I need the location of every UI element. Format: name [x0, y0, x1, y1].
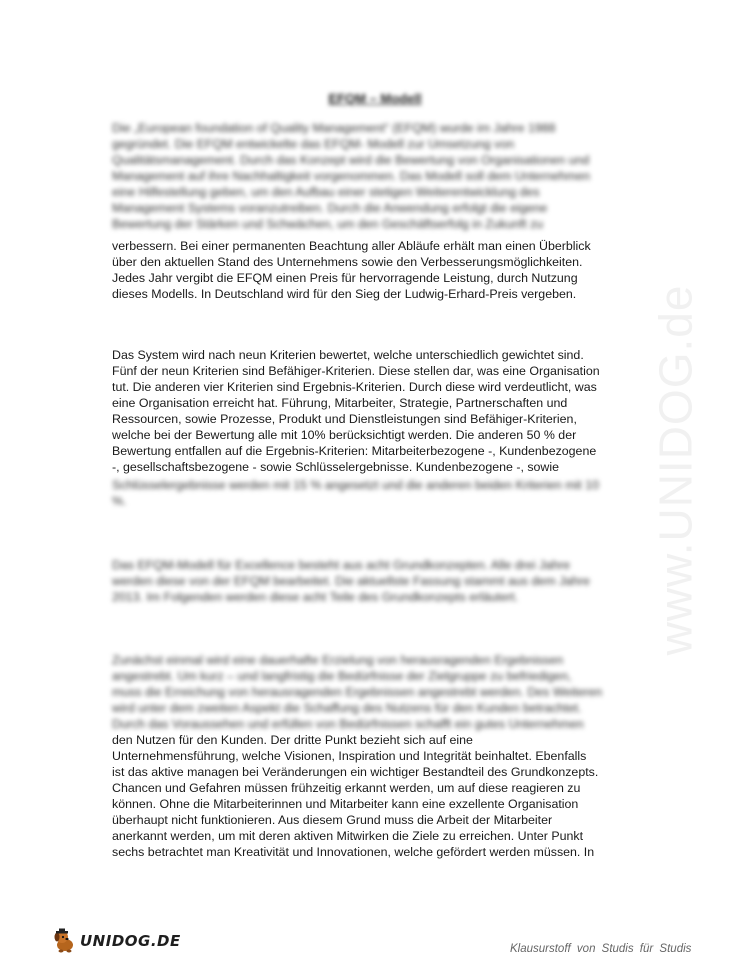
text-line: können. Ohne die Mitarbeiterinnen und Mitarbeiter kann eine exzellente Organisation	[112, 797, 579, 811]
text-line: Unternehmensführung, welche Visionen, Inspiration und Integrität beinhaltet. Ebenfalls	[112, 749, 587, 763]
watermark-text: www.UNIDOG.de	[649, 284, 702, 656]
document-title: EFQM – Modell	[328, 91, 422, 106]
text-line: Ressourcen, sowie Prozesse, Produkt und Dienstleistungen sind Befähiger-Kriterien,	[112, 412, 577, 426]
paragraph-4	[112, 732, 640, 860]
text-line: Das System wird nach neun Kriterien bewertet, welche unterschiedlich gewichtet sind.	[112, 348, 584, 362]
paragraph-1-blurred	[112, 120, 640, 232]
text-line: Zunächst einmal wird eine dauerhafte Erzielung von herausragenden Ergebnissen	[112, 653, 564, 667]
text-line: Chancen und Gefahren müssen frühzeitig erkannt werden, um auf diese reagieren zu	[112, 781, 581, 795]
text-line: dieses Modells. In Deutschland wird für den Sieg der Ludwig-Erhard-Preis vergeben.	[112, 287, 577, 301]
text-line: wird unter dem zweiten Aspekt die Schaffung des Nutzens für den Kunden betrachtet.	[112, 701, 582, 715]
paragraph-4-blurred	[112, 652, 640, 732]
text-line: verbessern. Bei einer permanenten Beachtung aller Abläufe erhält man einen Überblick	[112, 239, 591, 253]
text-line: Management Systems voranzutreiben. Durch die Anwendung erfolgt die eigene	[112, 201, 548, 215]
text-line: werden diese von der EFQM bearbeitet. Die aktuellste Fassung stammt aus dem Jahre	[112, 574, 590, 588]
text-line: muss die Erreichung von herausragenden Ergebnissen angestrebt werden. Des Weiteren	[112, 685, 603, 699]
unidog-logo	[52, 928, 181, 954]
text-line: Bewertung entfallen auf die Ergebnis-Kriterien: Mitarbeiterbezogene -, Kundenbezogene	[112, 444, 597, 458]
text-line: tut. Die anderen vier Kriterien sind Ergebnis-Kriterien. Durch diese wird verdeutlicht, was	[112, 380, 597, 394]
footer-tagline: Klausurstoff von Studis für Studis	[510, 943, 692, 955]
dog-icon	[52, 928, 78, 954]
text-line: Die „European foundation of Quality Management“ (EFQM) wurde im Jahre 1988	[112, 121, 556, 135]
text-line: eine Organisation erreicht hat. Führung, Mitarbeiter, Strategie, Partnerschaften und	[112, 396, 568, 410]
text-line: Jedes Jahr vergibt die EFQM einen Preis für hervorragende Leistung, durch Nutzung	[112, 271, 578, 285]
text-line: den Nutzen für den Kunden. Der dritte Punkt bezieht sich auf eine	[112, 733, 473, 747]
paragraph-2-tail-blurred	[112, 477, 640, 509]
text-line: welche bei der Bewertung alle mit 10% berücksichtigt werden. Die anderen 50 % der	[112, 428, 577, 442]
text-line: %.	[112, 494, 127, 508]
text-line: ist das aktive managen bei Veränderungen ein wichtiger Bestandteil des Grundkonzepts.	[112, 765, 599, 779]
text-line: Qualitätsmanagement. Durch das Konzept wird die Bewertung von Organisationen und	[112, 153, 590, 167]
text-line: Management auf ihre Nachhaltigkeit vorgenommen. Das Modell soll dem Unternehmen	[112, 169, 590, 183]
logo-text: UNIDOG.DE	[80, 932, 181, 950]
text-line: Schlüsselergebnisse werden mit 15 % angesetzt und die anderen beiden Kriterien mit 10	[112, 478, 599, 492]
watermark	[645, 250, 705, 690]
paragraph-2	[112, 347, 640, 475]
text-line: 2013. Im Folgenden werden diese acht Teile des Grundkonzepts erläutert.	[112, 590, 519, 604]
text-line: Fünf der neun Kriterien sind Befähiger-Kriterien. Diese stellen dar, was eine Organisation	[112, 364, 600, 378]
paragraph-3-blurred	[112, 557, 640, 605]
text-line: anerkannt werden, um mit deren aktiven Mitwirken die Ziele zu erreichen. Unter Punkt	[112, 829, 584, 843]
paragraph-1	[112, 238, 640, 302]
text-line: überhaupt nicht funktionieren. Aus diesem Grund muss die Arbeit der Mitarbeiter	[112, 813, 553, 827]
text-line: Das EFQM-Modell für Excellence besteht aus acht Grundkonzepten. Alle drei Jahre	[112, 558, 570, 572]
text-line: angestrebt. Um kurz – und langfristig die Bedürfnisse der Zielgruppe zu befriedigen,	[112, 669, 572, 683]
text-line: sechs betrachtet man Kreativität und Innovationen, welche gefördert werden müssen. In	[112, 845, 595, 859]
text-line: über den aktuellen Stand des Unternehmens sowie den Verbesserungsmöglichkeiten.	[112, 255, 583, 269]
text-line: -, gesellschaftsbezogene - sowie Schlüsselergebnisse. Kundenbezogene -, sowie	[112, 460, 560, 474]
text-line: Bewertung der Stärken und Schwächen, um den Geschäftserfolg in Zukunft zu	[112, 217, 544, 231]
text-line: eine Hilfestellung geben, um den Aufbau einer stetigen Weiterentwicklung des	[112, 185, 540, 199]
text-line: Durch das Voraussehen und erfüllen von Bedürfnissen schafft ein gutes Unternehmen	[112, 717, 584, 731]
text-line: gegründet. Die EFQM entwickelte das EFQM- Modell zur Umsetzung von	[112, 137, 515, 151]
